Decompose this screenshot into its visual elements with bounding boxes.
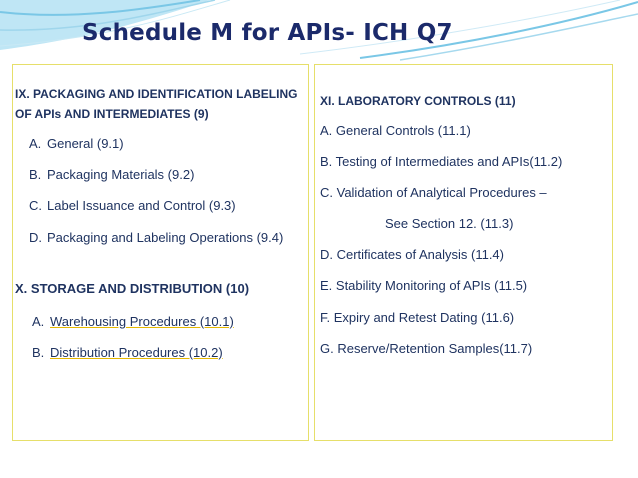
- item-text: Warehousing Procedures (10.1): [50, 314, 234, 329]
- section-xi-item: D. Certificates of Analysis (11.4): [320, 247, 504, 262]
- section-xi-item: E. Stability Monitoring of APIs (11.5): [320, 278, 528, 293]
- item-letter: B.: [29, 167, 42, 182]
- item-letter: B.: [32, 345, 45, 360]
- section-xi-item: C. Validation of Analytical Procedures –: [320, 185, 547, 200]
- section-xi-item: A. General Controls (11.1): [320, 123, 471, 138]
- item-letter: C.: [29, 198, 42, 213]
- item-text: Distribution Procedures (10.2): [50, 345, 223, 360]
- section-xi-heading: XI. LABORATORY CONTROLS (11): [320, 94, 516, 108]
- page-title: Schedule M for APIs- ICH Q7: [82, 20, 453, 46]
- section-ix-heading-line2: OF APIs AND INTERMEDIATES (9): [15, 107, 209, 121]
- item-text: General (9.1): [47, 136, 124, 151]
- item-text: Packaging and Labeling Operations (9.4): [47, 230, 284, 245]
- section-xi-item-continuation: See Section 12. (11.3): [385, 216, 514, 231]
- section-x-item: [32, 313, 234, 330]
- section-ix-item: [29, 135, 124, 152]
- item-text: Label Issuance and Control (9.3): [47, 198, 236, 213]
- section-xi-item: F. Expiry and Retest Dating (11.6): [320, 310, 515, 325]
- section-ix-item: [29, 229, 283, 246]
- section-xi-item: G. Reserve/Retention Samples(11.7): [320, 341, 533, 356]
- section-ix-item: [29, 197, 236, 214]
- section-ix-item: [29, 166, 194, 183]
- section-xi-item: B. Testing of Intermediates and APIs(11.2): [320, 154, 563, 169]
- section-x-heading: X. STORAGE AND DISTRIBUTION (10): [15, 281, 250, 296]
- item-letter: A.: [29, 136, 42, 151]
- item-text: Packaging Materials (9.2): [47, 167, 195, 182]
- section-ix-heading-line1: IX. PACKAGING AND IDENTIFICATION LABELING: [15, 87, 298, 101]
- item-letter: A.: [32, 314, 45, 329]
- section-x-item: [32, 344, 223, 361]
- item-letter: D.: [29, 230, 42, 245]
